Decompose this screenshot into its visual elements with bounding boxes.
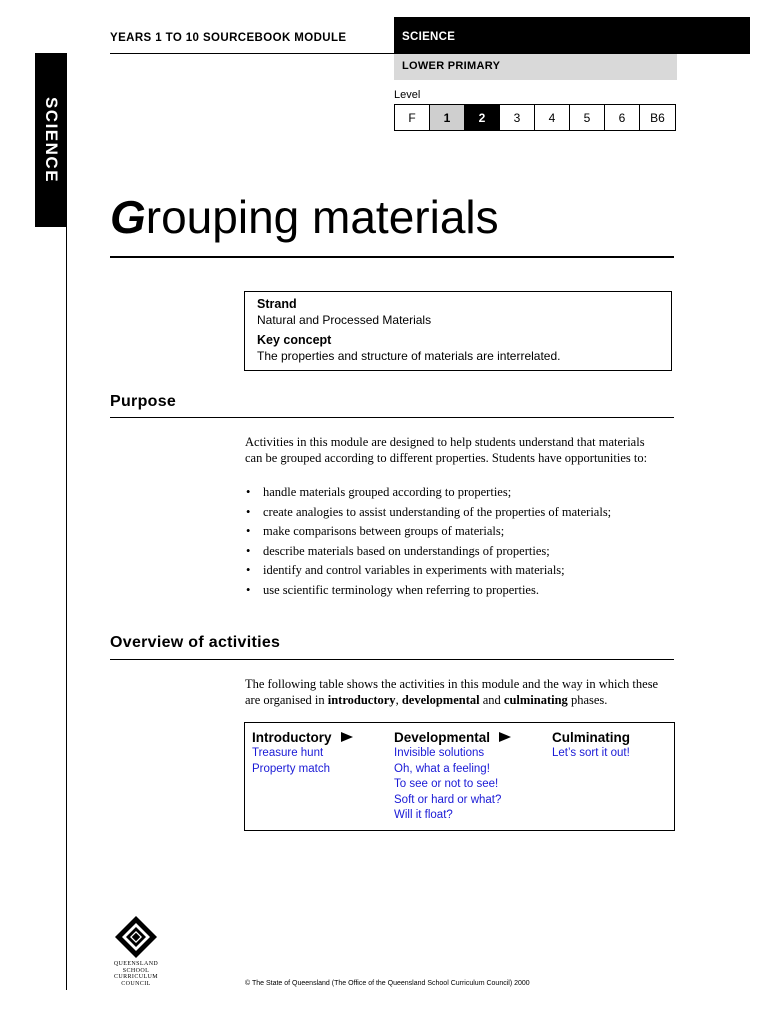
- activity-link[interactable]: Soft or hard or what?: [394, 793, 502, 806]
- key-concept-heading: Key concept: [257, 333, 332, 347]
- phases-table: [244, 722, 675, 831]
- logo-text: [110, 961, 162, 987]
- overview-heading: Overview of activities: [110, 634, 281, 651]
- phase-title: [252, 728, 353, 746]
- logo-line: QUEENSLAND: [113, 961, 159, 967]
- overview-intro: [245, 676, 665, 708]
- activity-link[interactable]: Invisible solutions: [394, 747, 485, 759]
- activity-link[interactable]: Will it float?: [394, 809, 453, 822]
- list-item: • use scientific terminology when referring to properties.: [245, 583, 675, 603]
- arrow-right-icon: [341, 732, 353, 742]
- separator-text: ,: [395, 693, 402, 707]
- overview-intro-end: phases.: [567, 693, 608, 707]
- activity-link[interactable]: Let’s sort it out!: [552, 747, 630, 759]
- list-item: • describe materials based on understandings of properties;: [245, 544, 675, 564]
- connector-text: and: [479, 693, 504, 707]
- level-cell: B6: [650, 110, 665, 125]
- purpose-list: [245, 485, 675, 602]
- culminating-word: culminating: [503, 693, 568, 707]
- level-cell: 5: [570, 105, 605, 130]
- band-label: LOWER PRIMARY: [402, 60, 501, 72]
- key-concept-value: The properties and structure of materials are interrelated.: [257, 349, 561, 363]
- strand-value: Natural and Processed Materials: [257, 313, 432, 327]
- strand-heading: Strand: [257, 297, 297, 311]
- phase-culminating: [552, 728, 630, 762]
- title-rest: rouping materials: [145, 191, 499, 243]
- developmental-word: developmental: [401, 693, 480, 707]
- qscc-logo: [110, 915, 162, 987]
- phase-title-text: Introductory: [252, 729, 332, 745]
- phase-title: [394, 728, 511, 746]
- activity-link[interactable]: Treasure hunt: [252, 747, 324, 759]
- title-initial: G: [110, 191, 146, 243]
- header-rule: [110, 53, 394, 54]
- level-label: Level: [394, 89, 421, 101]
- overview-rule: [110, 659, 674, 660]
- phase-title-text: Developmental: [394, 729, 491, 745]
- level-cell: 4: [535, 105, 570, 130]
- band-banner: [394, 54, 677, 80]
- arrow-right-icon: [499, 732, 511, 742]
- activity-link[interactable]: Property match: [252, 762, 330, 775]
- level-cell: 1: [430, 105, 465, 130]
- purpose-heading: Purpose: [110, 393, 177, 410]
- list-item: • create analogies to assist understanding of the properties of materials;: [245, 505, 675, 525]
- copyright-notice: © The State of Queensland (The Office of the Queensland School Curriculum Council) 2000: [245, 980, 530, 987]
- overview-intro-text: The following table shows the activities in this module and the way in which these are organised in: [245, 677, 659, 707]
- level-scale: [394, 104, 676, 131]
- phase-title-text: Culminating: [552, 729, 630, 745]
- logo-line: CURRICULUM: [113, 974, 158, 980]
- logo-line: COUNCIL: [121, 980, 151, 987]
- subject-banner: [394, 17, 750, 54]
- level-cell: 6: [605, 105, 640, 130]
- purpose-rule: [110, 417, 674, 418]
- level-cell: F: [395, 105, 430, 130]
- phase-title: [552, 728, 630, 746]
- side-tab-label: SCIENCE: [42, 96, 61, 184]
- title-rule: [110, 256, 674, 258]
- introductory-word: introductory: [327, 693, 396, 707]
- list-item: • make comparisons between groups of materials;: [245, 524, 675, 544]
- side-rule: [66, 227, 67, 990]
- activity-link[interactable]: To see or not to see!: [394, 778, 499, 791]
- list-item: • identify and control variables in experiments with materials;: [245, 563, 675, 583]
- page-title: [110, 190, 499, 244]
- activity-link[interactable]: Oh, what a feeling!: [394, 762, 490, 775]
- purpose-intro: Activities in this module are designed to help students understand that materials can be grouped according to different properties. Students have opportunities to:: [245, 435, 648, 465]
- level-cell: 3: [500, 105, 535, 130]
- series-title: YEARS 1 TO 10 SOURCEBOOK MODULE: [110, 32, 347, 44]
- logo-line: SCHOOL: [122, 967, 150, 974]
- strand-box: [244, 291, 672, 371]
- phase-developmental: [394, 728, 511, 824]
- level-cell: 2: [465, 105, 500, 130]
- phase-introductory: [252, 728, 353, 777]
- qscc-logo-icon: [114, 915, 158, 959]
- subject-label: SCIENCE: [402, 31, 456, 43]
- list-item: • handle materials grouped according to properties;: [245, 485, 675, 505]
